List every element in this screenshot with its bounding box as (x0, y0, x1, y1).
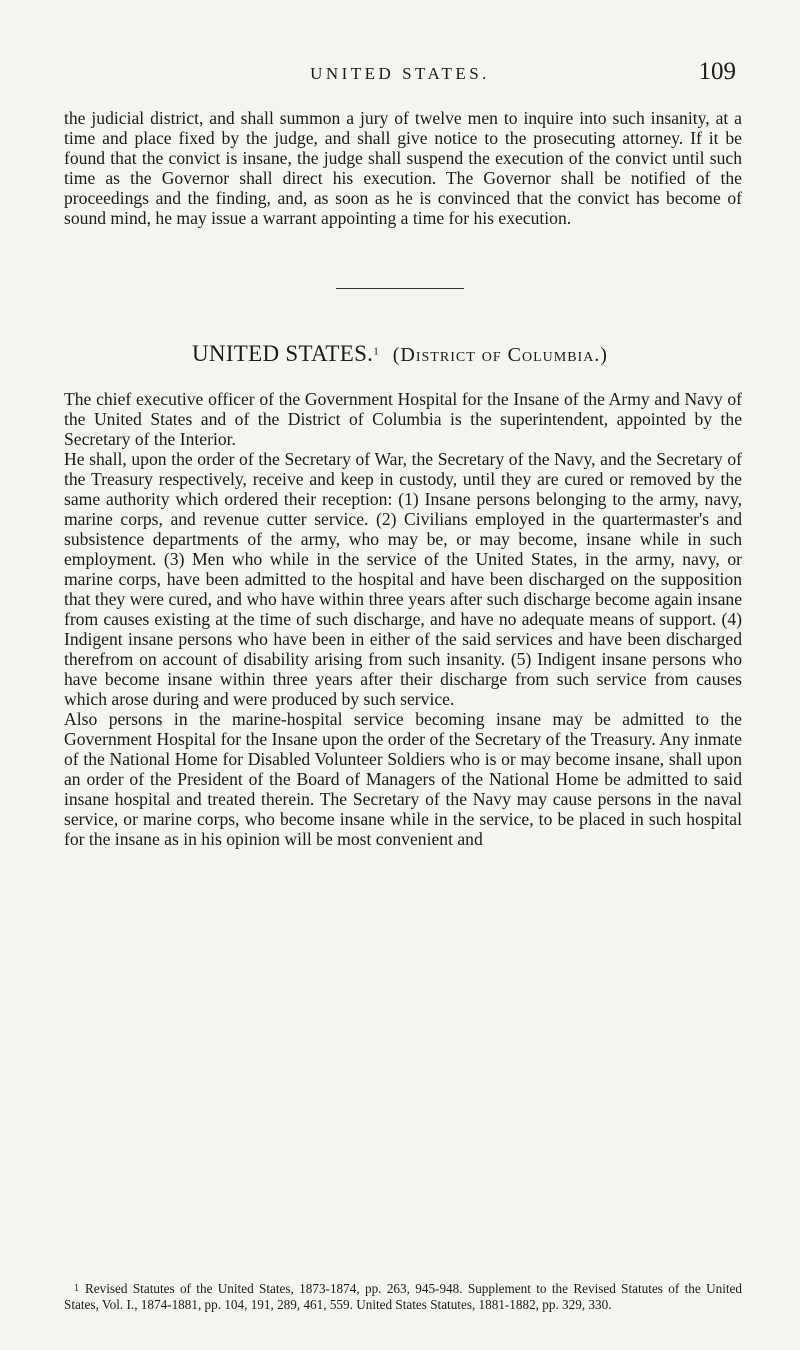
section-divider (336, 288, 464, 289)
section-subtitle: (District of Columbia.) (392, 344, 608, 366)
paragraph-other-admissions: Also persons in the marine-hospital service becoming insane may be admitted to the Government Hospital for the Insane upon the order of the Secretary of the Treasury. Any inmate of the National Home for Disabled Volunteer Soldiers who is or may become insane, shall upon an order of the President of the Board of Managers of the National Home be admitted to said insane hospital and treated therein. The Secretary of the Navy may cause persons in the naval service, or marine corps, who become insane while in the service, to be placed in such hospital for the insane as in his opinion will be most convenient and (64, 709, 742, 849)
footnote-marker: 1 (74, 1283, 79, 1294)
section-heading (64, 341, 736, 367)
continued-paragraph: the judicial district, and shall summon a jury of twelve men to inquire into such insanity, at a time and place fixed by the judge, and shall give notice to the prosecuting attorney. If it be found that the convict is insane, the judge shall suspend the execution of the convict until such time as the Governor shall direct his execution. The Governor shall be notified of the proceedings and the finding, and, as soon as he is convinced that the convict has become of sound mind, he may issue a warrant appointing a time for his execution. (64, 108, 742, 228)
paragraph-superintendent: The chief executive officer of the Government Hospital for the Insane of the Army and Navy of the United States and of the District of Columbia is the superintendent, appointed by the Secretary of the Interior. (64, 389, 742, 449)
running-title: UNITED STATES. (310, 64, 490, 83)
paragraph-admission-classes: He shall, upon the order of the Secretary of War, the Secretary of the Navy, and the Secretary of the Treasury respectively, receive and keep in custody, until they are cured or removed by the same authority which ordered their reception: (1) Insane persons belonging to the army, navy, marine corps, and revenue cutter service. (2) Civilians employed in the quartermaster's and subsistence departments of the army, who may be, or may become, insane while in such employment. (3) Men who while in the service of the United States, in the army, navy, or marine corps, have been admitted to the hospital and have been discharged on the supposition that they were cured, and who have within three years after such discharge become again insane from causes existing at the time of such discharge, and have no adequate means of support. (4) Indigent insane persons who have been in either of the said services and have been discharged therefrom on account of disability arising from such insanity. (5) Indigent insane persons who have become insane within three years after their discharge from such service from causes which arose during and were produced by such service. (64, 449, 742, 709)
running-head (64, 58, 736, 92)
footnote-text: Revised Statutes of the United States, 1873-1874, pp. 263, 945-948. Supplement to the Revised Statutes of the United States, Vol. I., 1874-1881, pp. 104, 191, 289, 461, 559. United States Statutes, 1881-1882, pp. 329, 330. (64, 1281, 742, 1312)
footnote-reference: 1 (373, 345, 379, 358)
footnote (64, 1281, 742, 1313)
section-title: UNITED STATES. (192, 341, 374, 366)
page-number: 109 (698, 58, 736, 85)
section-body (64, 389, 742, 849)
